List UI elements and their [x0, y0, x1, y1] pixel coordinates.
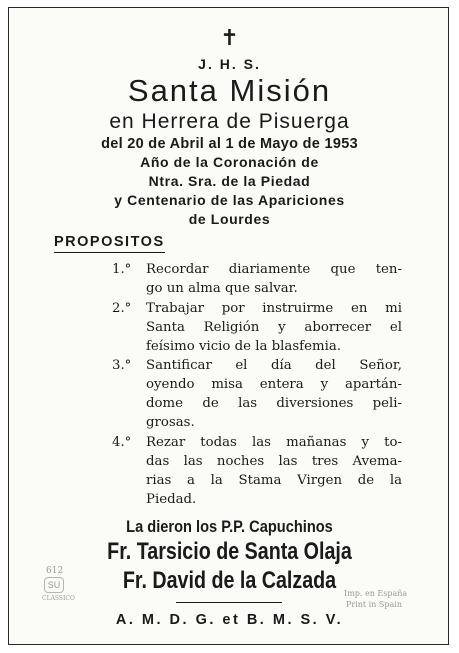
mission-dates: del 20 de Abril al 1 de Mayo de 1953 [101, 136, 358, 152]
item-line: das las noches las tres Avema- [146, 454, 402, 469]
item-text [146, 260, 402, 298]
item-line: Trabajar por instruirme en mi [146, 301, 402, 316]
imprint-line-1: Imp. en España [344, 589, 408, 598]
occasion-line-1: Año de la Coronación de [140, 154, 319, 170]
occasion-line-2: Ntra. Sra. de la Piedad [148, 173, 311, 189]
item-text [146, 356, 402, 432]
item-line: Recordar diariamente que ten- [146, 262, 402, 277]
item-number: 4.° [112, 435, 132, 450]
item-number: 1.° [112, 262, 132, 277]
item-line: go un alma que salvar. [146, 281, 298, 296]
item-line: Rezar todas las mañanas y to- [146, 435, 402, 450]
propositos-heading: PROPOSITOS [54, 234, 165, 253]
item-line: Santa Religión y aborrecer el [146, 320, 402, 335]
friar-name-1: Fr. Tarsicio de Santa Olaja [107, 538, 352, 565]
item-line: Piedad. [146, 492, 197, 507]
item-line: Santificar el día del Señor, [146, 358, 402, 373]
card-title: Santa Misión [127, 73, 332, 108]
publisher-name: CLASSICO [42, 595, 75, 602]
item-line: grosas. [146, 415, 195, 430]
occasion-line-4: de Lourdes [188, 211, 271, 227]
divider [176, 602, 282, 603]
imprint-line-2: Print in Spain [346, 600, 403, 609]
publisher-logo-icon: SU [44, 577, 64, 593]
item-line: oyendo misa entera y apartán- [146, 377, 402, 392]
given-by-line: La dieron los P.P. Capuchinos [126, 517, 333, 536]
item-text [146, 299, 402, 356]
friar-name-2: Fr. David de la Calzada [122, 567, 337, 594]
jhs-monogram: J. H. S. [198, 56, 261, 72]
item-line: dome de las diversiones peli- [146, 396, 402, 411]
catalog-number: 612 [46, 566, 64, 576]
card-subtitle: en Herrera de Pisuerga [109, 110, 350, 133]
closing-motto: A. M. D. G. et B. M. S. V. [115, 612, 344, 628]
cross-icon: ✝ [220, 26, 239, 51]
item-number: 2.° [112, 301, 132, 316]
item-text [146, 433, 402, 509]
item-number: 3.° [112, 358, 132, 373]
occasion-line-3: y Centenario de las Apariciones [114, 192, 345, 208]
item-line: feísimo vicio de la blasfemia. [146, 339, 341, 354]
item-line: rias a la Stama Virgen de la [146, 473, 402, 488]
